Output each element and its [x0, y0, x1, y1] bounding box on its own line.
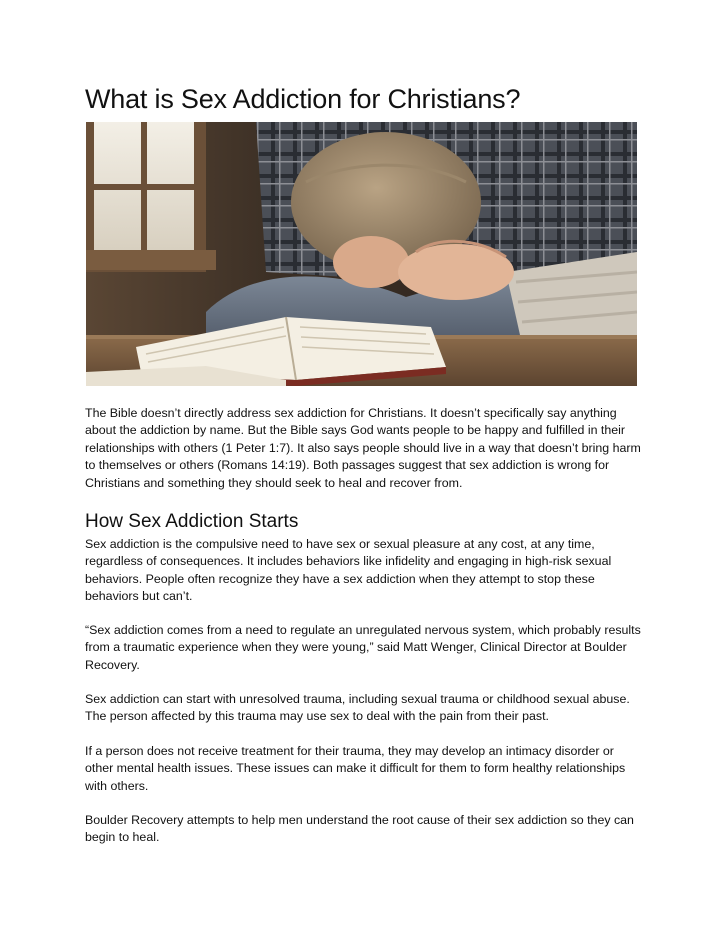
- intro-paragraph: The Bible doesn’t directly address sex addiction for Christians. It doesn’t specifically say anything about the addiction by name. But the Bible says God wants people to be happy and fulfilled in their relationships with others (1 Peter 1:7). It also says people should live in a way that doesn’t bring harm to themselves or others (Romans 14:19). Both passages suggest that sex addiction is wrong for Christians and something they should seek to heal and recover from.: [85, 406, 641, 490]
- paragraph-boulder-recovery: Boulder Recovery attempts to help men understand the root cause of their sex addiction so they can begin to heal.: [85, 813, 634, 845]
- page-title: What is Sex Addiction for Christians?: [85, 84, 521, 114]
- paragraph-trauma: Sex addiction can start with unresolved trauma, including sexual trauma or childhood sexual abuse. The person affected by this trauma may use sex to deal with the pain from their past.: [85, 692, 630, 724]
- paragraph-treatment: If a person does not receive treatment for their trauma, they may develop an intimacy disorder or other mental health issues. These issues can make it difficult for them to form healthy relationships with others.: [85, 744, 626, 793]
- hero-photo-illustration: [86, 122, 637, 386]
- hero-photo: [86, 122, 637, 386]
- paragraph-definition: Sex addiction is the compulsive need to have sex or sexual pleasure at any cost, at any time, regardless of consequences. It includes behaviors like infidelity and engaging in high-risk sexual behaviors. People often recognize they have a sex addiction when they attempt to stop these behaviors but can’t.: [85, 537, 612, 604]
- paragraph-quote: “Sex addiction comes from a need to regulate an unregulated nervous system, which probably results from a traumatic experience when they were young,” said Matt Wenger, Clinical Director at Boulder Recovery.: [85, 623, 641, 672]
- section-heading: How Sex Addiction Starts: [85, 511, 299, 532]
